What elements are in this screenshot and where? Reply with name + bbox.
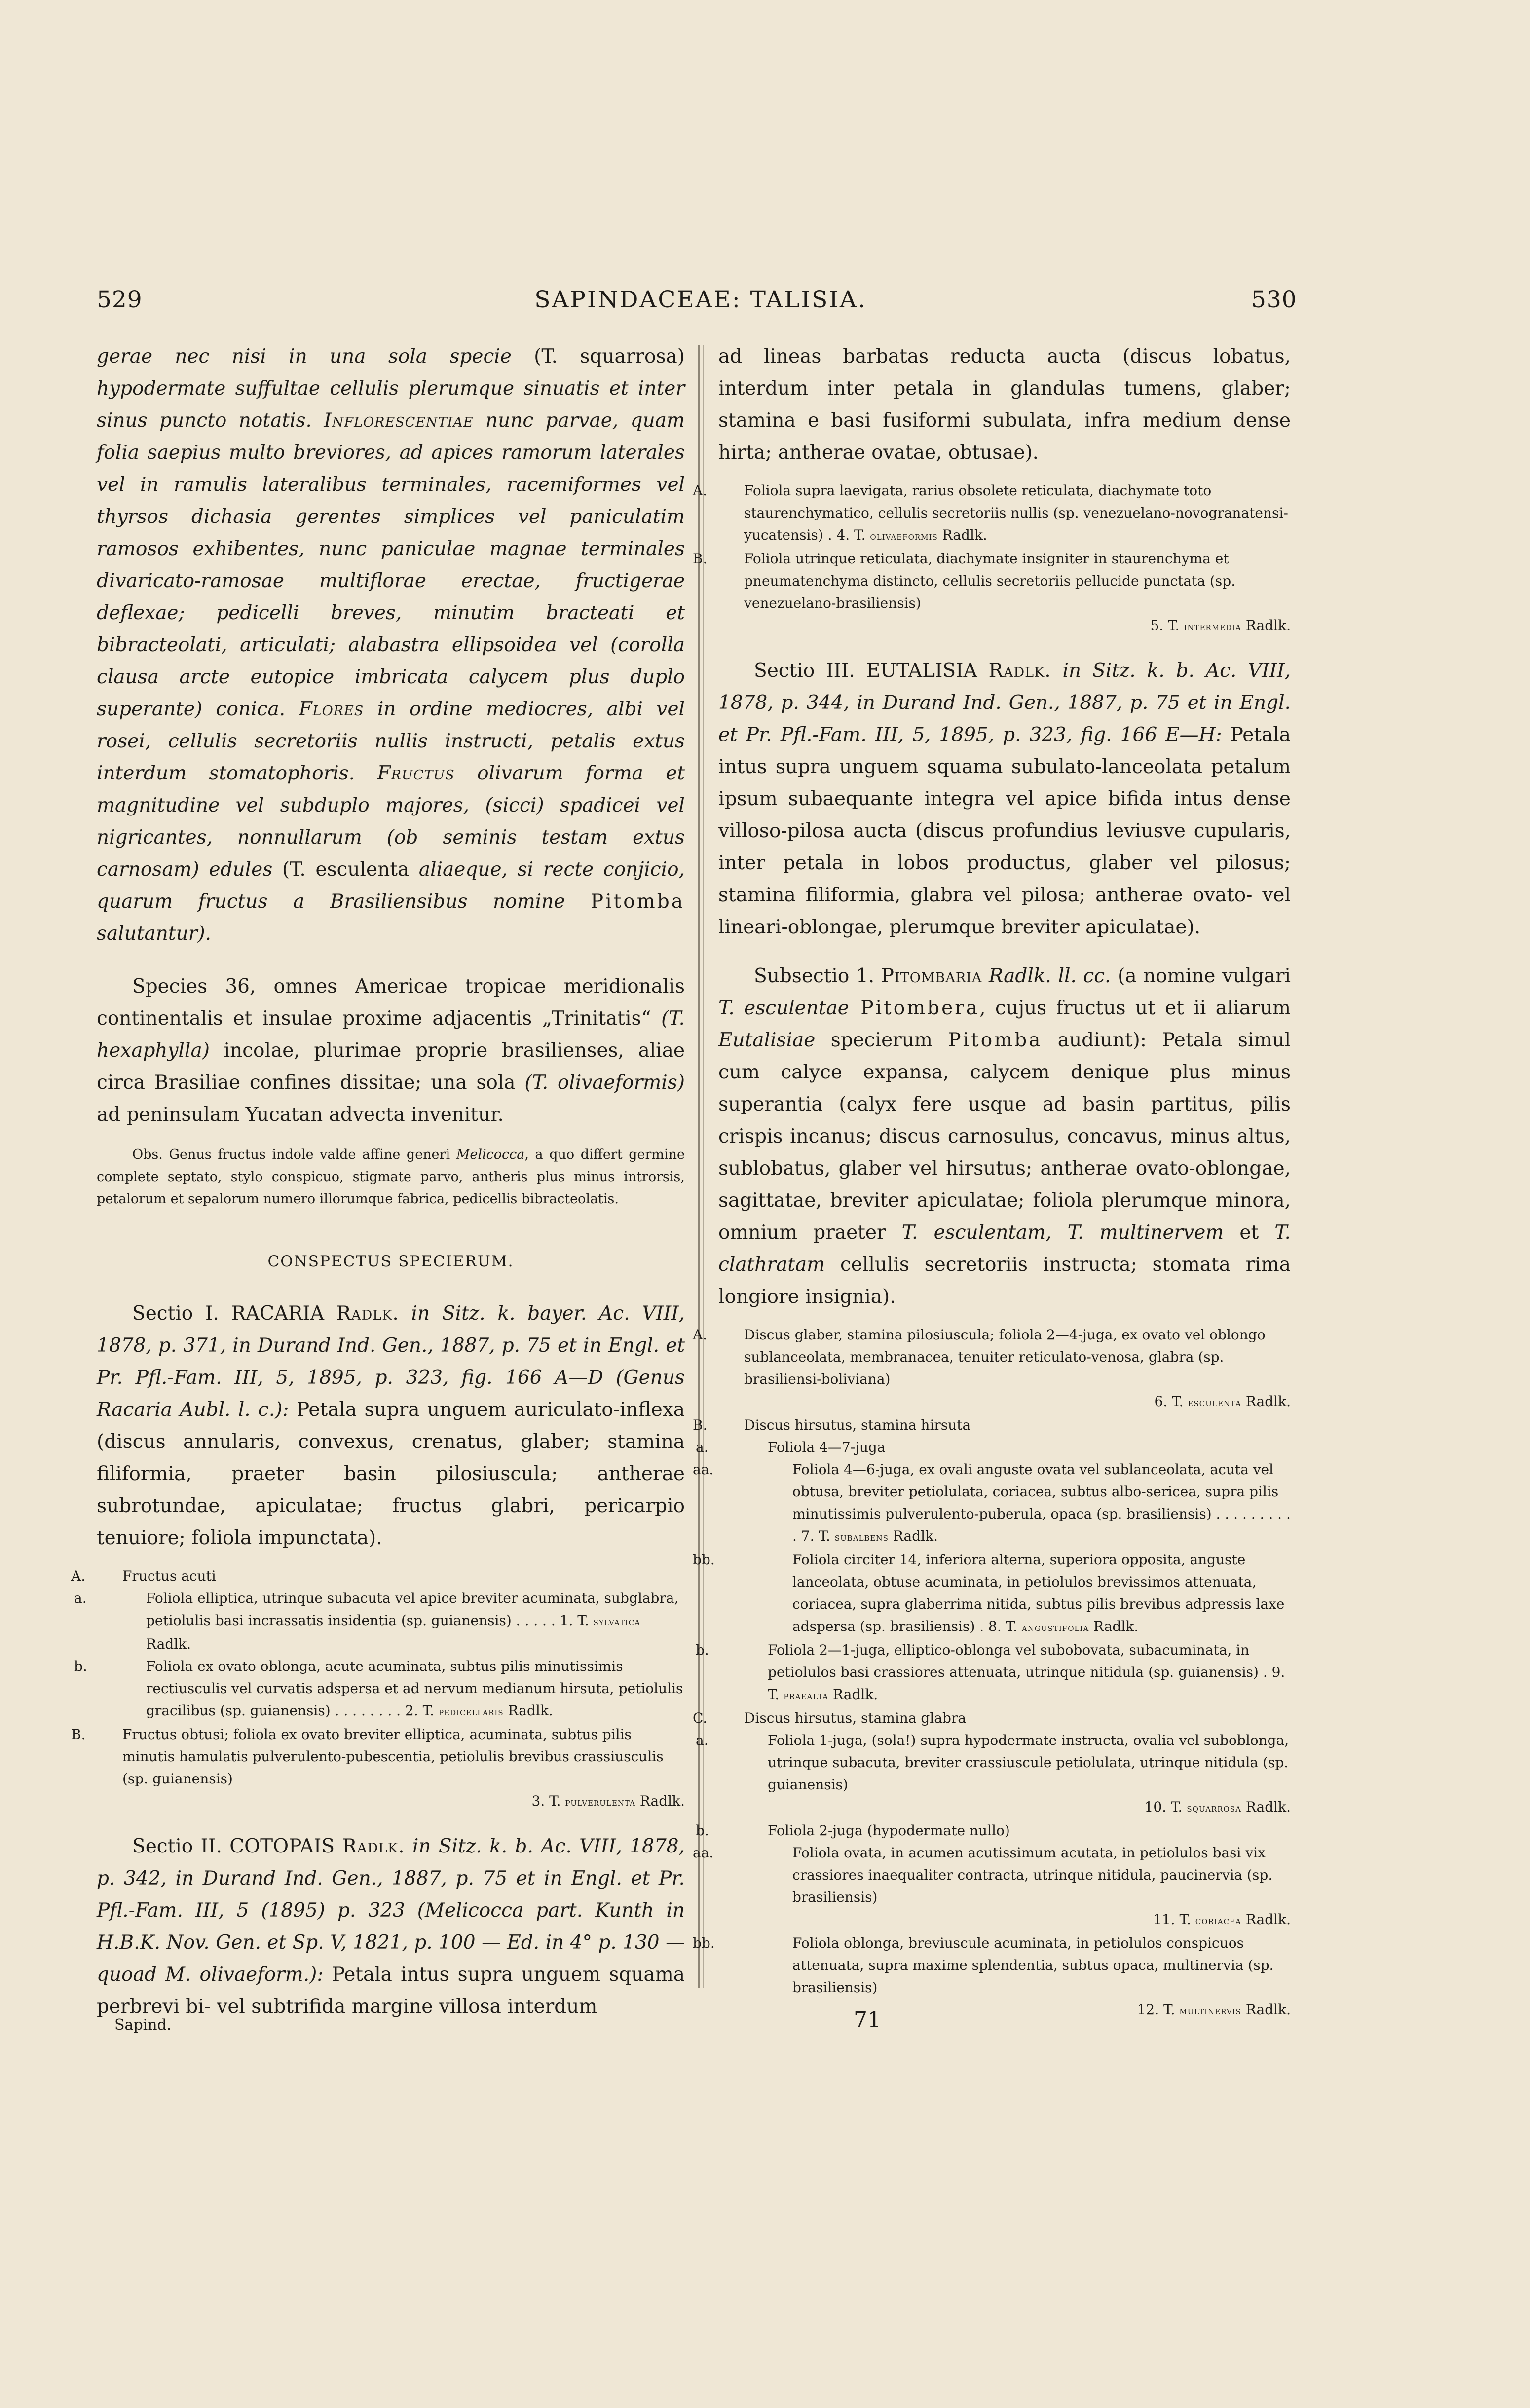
key-entry: b. Foliola ex ovato oblonga, acute acuminata, subtus pilis minutissimis rectiusculis vel curvatis adspersa et ad nervum medianum hirsuta, petiolulis gracilibus (sp. guianensis) . . . . . . . . 2. T. pedicellaris Radlk. (74, 1658, 683, 1719)
left-column (71, 340, 685, 2023)
key-eutalisia (693, 1324, 1291, 2022)
key-species: 10. T. squarrosa Radlk. (1144, 1799, 1291, 1815)
key-entry: aa. Foliola 4—6-juga, ex ovali anguste ovata vel sublanceolata, acuta vel obtusa, breviter petiolulata, coriacea, subtus albo-sericea, supra pilis minutissimis pulverulento-puberula, opaca (sp. brasiliensis) . . . . . . . . . . 7. T. subalbens Radlk. (693, 1461, 1291, 1544)
key-entry: b. Foliola 2—1-juga, elliptico-oblonga vel subobovata, subacuminata, in petiolulos basi crassiores attenuata, utrinque nitidula (sp. guianensis) . 9. T. praealta Radlk. (696, 1642, 1285, 1703)
key-entry: B. Foliola utrinque reticulata, diachymate insigniter in staurenchyma et pneumatenchyma distincto, cellulis secretoriis pellucide punctata (sp. venezuelano-brasiliensis) (693, 551, 1236, 611)
key-entry: A. Discus glaber, stamina pilosiuscula; foliola 2—4-juga, ex ovato vel oblongo sublanceolata, membranacea, tenuiter reticulato-venosa, glabra (sp. brasiliensi-boliviana) (693, 1327, 1266, 1387)
cotopais-continuation: ad lineas barbatas reducta aucta (discus lobatus, interdum inter petala in glandulas tumens, glaber; stamina e basi fusiformi subulata, infra medium dense hirta; antherae ovatae, obtusae). (718, 345, 1291, 464)
running-title: SAPINDACEAE: TALISIA. (534, 286, 867, 313)
key-entry: b. Foliola 2-juga (hypodermate nullo) (696, 1822, 1010, 1839)
key-cotopais (693, 480, 1291, 638)
conspectus-heading: CONSPECTUS SPECIERUM. (267, 1253, 514, 1270)
right-column (693, 340, 1291, 2022)
key-entry: aa. Foliola ovata, in acumen acutissimum acutata, in petiolulos basi vix crassiores inaequaliter contracta, utrinque nitidula, paucinervia (sp. brasiliensis) (693, 1845, 1273, 1905)
section-eutalisia: Sectio III. EUTALISIA Radlk. in Sitz. k. b. Ac. VIII, 1878, p. 344, in Durand Ind. Gen., 1887, p. 75 et in Engl. et Pr. Pfl.-Fam. III, 5, 1895, p. 323, fig. 166 E—H: Petala intus supra unguem squama subulato-lanceolata petalum ipsum subaequante integra vel apice bifida intus dense villoso-pilosa aucta (discus profundius leviusve cupularis, inter petala in lobos productus, glaber vel pilosus; stamina filiformia, glabra vel pilosa; antherae ovato- vel lineari-oblongae, plerumque breviter apiculatae). (718, 660, 1291, 938)
sheet-number: 71 (854, 2007, 881, 2033)
species-distribution-paragraph: Species 36, omnes Americae tropicae meridionalis continentalis et insulae proxime adjacentis „Trinitatis“ (T. hexaphylla) incolae, plurimae proprie brasilienses, aliae circa Brasiliae confines dissitae; una sola (T. olivaeformis) ad peninsulam Yucatan advecta invenitur. (97, 975, 685, 1126)
key-species: 11. T. coriacea Radlk. (1153, 1911, 1291, 1927)
key-species: 3. T. pulverulenta Radlk. (531, 1793, 685, 1809)
observation-note: Obs. Genus fructus indole valde affine generi Melicocca, a quo differt germine complete septato, stylo conspicuo, stigmate parvo, antheris plus minus introrsis, petalorum et sepalorum numero illorumque fabrica, pedicellis bibracteolatis. (97, 1147, 685, 1207)
signature-mark: Sapind. (114, 2016, 172, 2034)
genus-description-paragraph: gerae nec nisi in una sola specie (T. squarrosa) hypodermate suffultae cellulis plerumque sinuatis et inter sinus puncto notatis. Inflorescentiae nunc parvae, quam folia saepius multo breviores, ad apices ramorum laterales vel in ramulis lateralibus terminales, racemiformes vel thyrsos dichasia gerentes simplices vel paniculatim ramosos exhibentes, nunc paniculae magnae terminales divaricato-ramosae multiflorae erectae, fructigerae deflexae; pedicelli breves, minutim bracteati et bibracteolati, articulati; alabastra ellipsoidea vel (corolla clausa arcte eutopice imbricata calycem plus duplo superante) conica. Flores in ordine mediocres, albi vel rosei, cellulis secretoriis nullis instructi, petalis extus interdum stomatophoris. Fructus olivarum forma et magnitudine vel subduplo majores, (sicci) spadicei vel nigricantes, nonnullarum (ob seminis testam extus carnosam) edules (T. esculenta aliaeque, si recte conjicio, quarum fructus a Brasiliensibus nomine Pitomba salutantur). (97, 345, 685, 945)
key-entry: a. Foliola 1-juga, (sola!) supra hypodermate instructa, ovalia vel suboblonga, utrinque subacuta, breviter crassiuscule petiolulata, utrinque nitidula (sp. guianensis) (696, 1732, 1289, 1793)
key-entry: A. Fructus acuti (71, 1568, 216, 1584)
right-page-number: 530 (1251, 286, 1297, 313)
key-racaria (71, 1565, 685, 1814)
key-species: 12. T. multinervis Radlk. (1137, 2001, 1291, 2018)
key-entry: A. Foliola supra laevigata, rarius obsolete reticulata, diachymate toto staurenchymatico, cellulis secretoriis nullis (sp. venezuelano-novogranatensi-yucatensis) . 4. T. olivaeformis Radlk. (693, 482, 1288, 543)
key-entry: a. Foliola elliptica, utrinque subacuta vel apice breviter acuminata, subglabra, petiolulis basi incrassatis insidentia (sp. guianensis) . . . . . 1. T. sylvatica Radlk. (74, 1590, 679, 1652)
section-cotopais: Sectio II. COTOPAIS Radlk. in Sitz. k. b. Ac. VIII, 1878, p. 342, in Durand Ind. Gen., 1887, p. 75 et in Engl. et Pr. Pfl.-Fam. III, 5 (1895) p. 323 (Melicocca part. Kunth in H.B.K. Nov. Gen. et Sp. V, 1821, p. 100 — Ed. in 4° p. 130 — quoad M. olivaeform.): Petala intus supra unguem squama perbrevi bi- vel subtrifida margine villosa interdum (97, 1835, 685, 2018)
key-entry: B. Fructus obtusi; foliola ex ovato breviter elliptica, acuminata, subtus pilis minutis hamulatis pulverulento-pubescentia, petiolulis brevibus crassiusculis (sp. guianensis) (71, 1726, 664, 1787)
key-entry: a. Foliola 4—7-juga (696, 1439, 886, 1455)
left-page-number: 529 (97, 286, 143, 313)
key-species: 6. T. esculenta Radlk. (1154, 1393, 1291, 1409)
section-racaria: Sectio I. RACARIA Radlk. in Sitz. k. bayer. Ac. VIII, 1878, p. 371, in Durand Ind. Gen., 1887, p. 75 et in Engl. et Pr. Pfl.-Fam. III, 5, 1895, p. 323, fig. 166 A—D (Genus Racaria Aubl. l. c.): Petala supra unguem auriculato-inflexa (discus annularis, convexus, crenatus, glaber; stamina filiformia, praeter basin pilosiuscula; antherae subrotundae, apiculatae; fructus glabri, pericarpio tenuiore; foliola impunctata). (97, 1302, 685, 1549)
key-entry: C. Discus hirsutus, stamina glabra (693, 1710, 967, 1726)
key-entry: bb. Foliola circiter 14, inferiora alterna, superiora opposita, anguste lanceolata, obtuse acuminata, in petiolulos brevissimos attenuata, coriacea, supra glaberrima nitida, subtus pilis brevibus adpressis laxe adspersa (sp. brasiliensis) . 8. T. angustifolia Radlk. (693, 1552, 1285, 1634)
key-entry: bb. Foliola oblonga, breviuscule acuminata, in petiolulos conspicuos attenuata, supra maxime splendentia, subtus opaca, multinervia (sp. brasiliensis) (693, 1935, 1274, 1996)
key-entry: B. Discus hirsutus, stamina hirsuta (693, 1417, 971, 1433)
subsection-pitombaria: Subsectio 1. Pitombaria Radlk. ll. cc. (a nomine vulgari T. esculentae Pitombera, cujus fructus ut et ii aliarum Eutalisiae specierum Pitomba audiunt): Petala simul cum calyce expansa, calycem denique plus minus superantia (calyx fere usque ad basin partitus, pilis crispis incanus; discus carnosulus, concavus, minus altus, sublobatus, glaber vel hirsutus; antherae ovato-oblongae, sagittatae, breviter apiculatae; foliola plerumque minora, omnium praeter T. esculentam, T. multinervem et T. clathratam cellulis secretoriis instructa; stomata rima longiore insignia). (718, 965, 1291, 1308)
key-species: 5. T. intermedia Radlk. (1150, 617, 1291, 633)
